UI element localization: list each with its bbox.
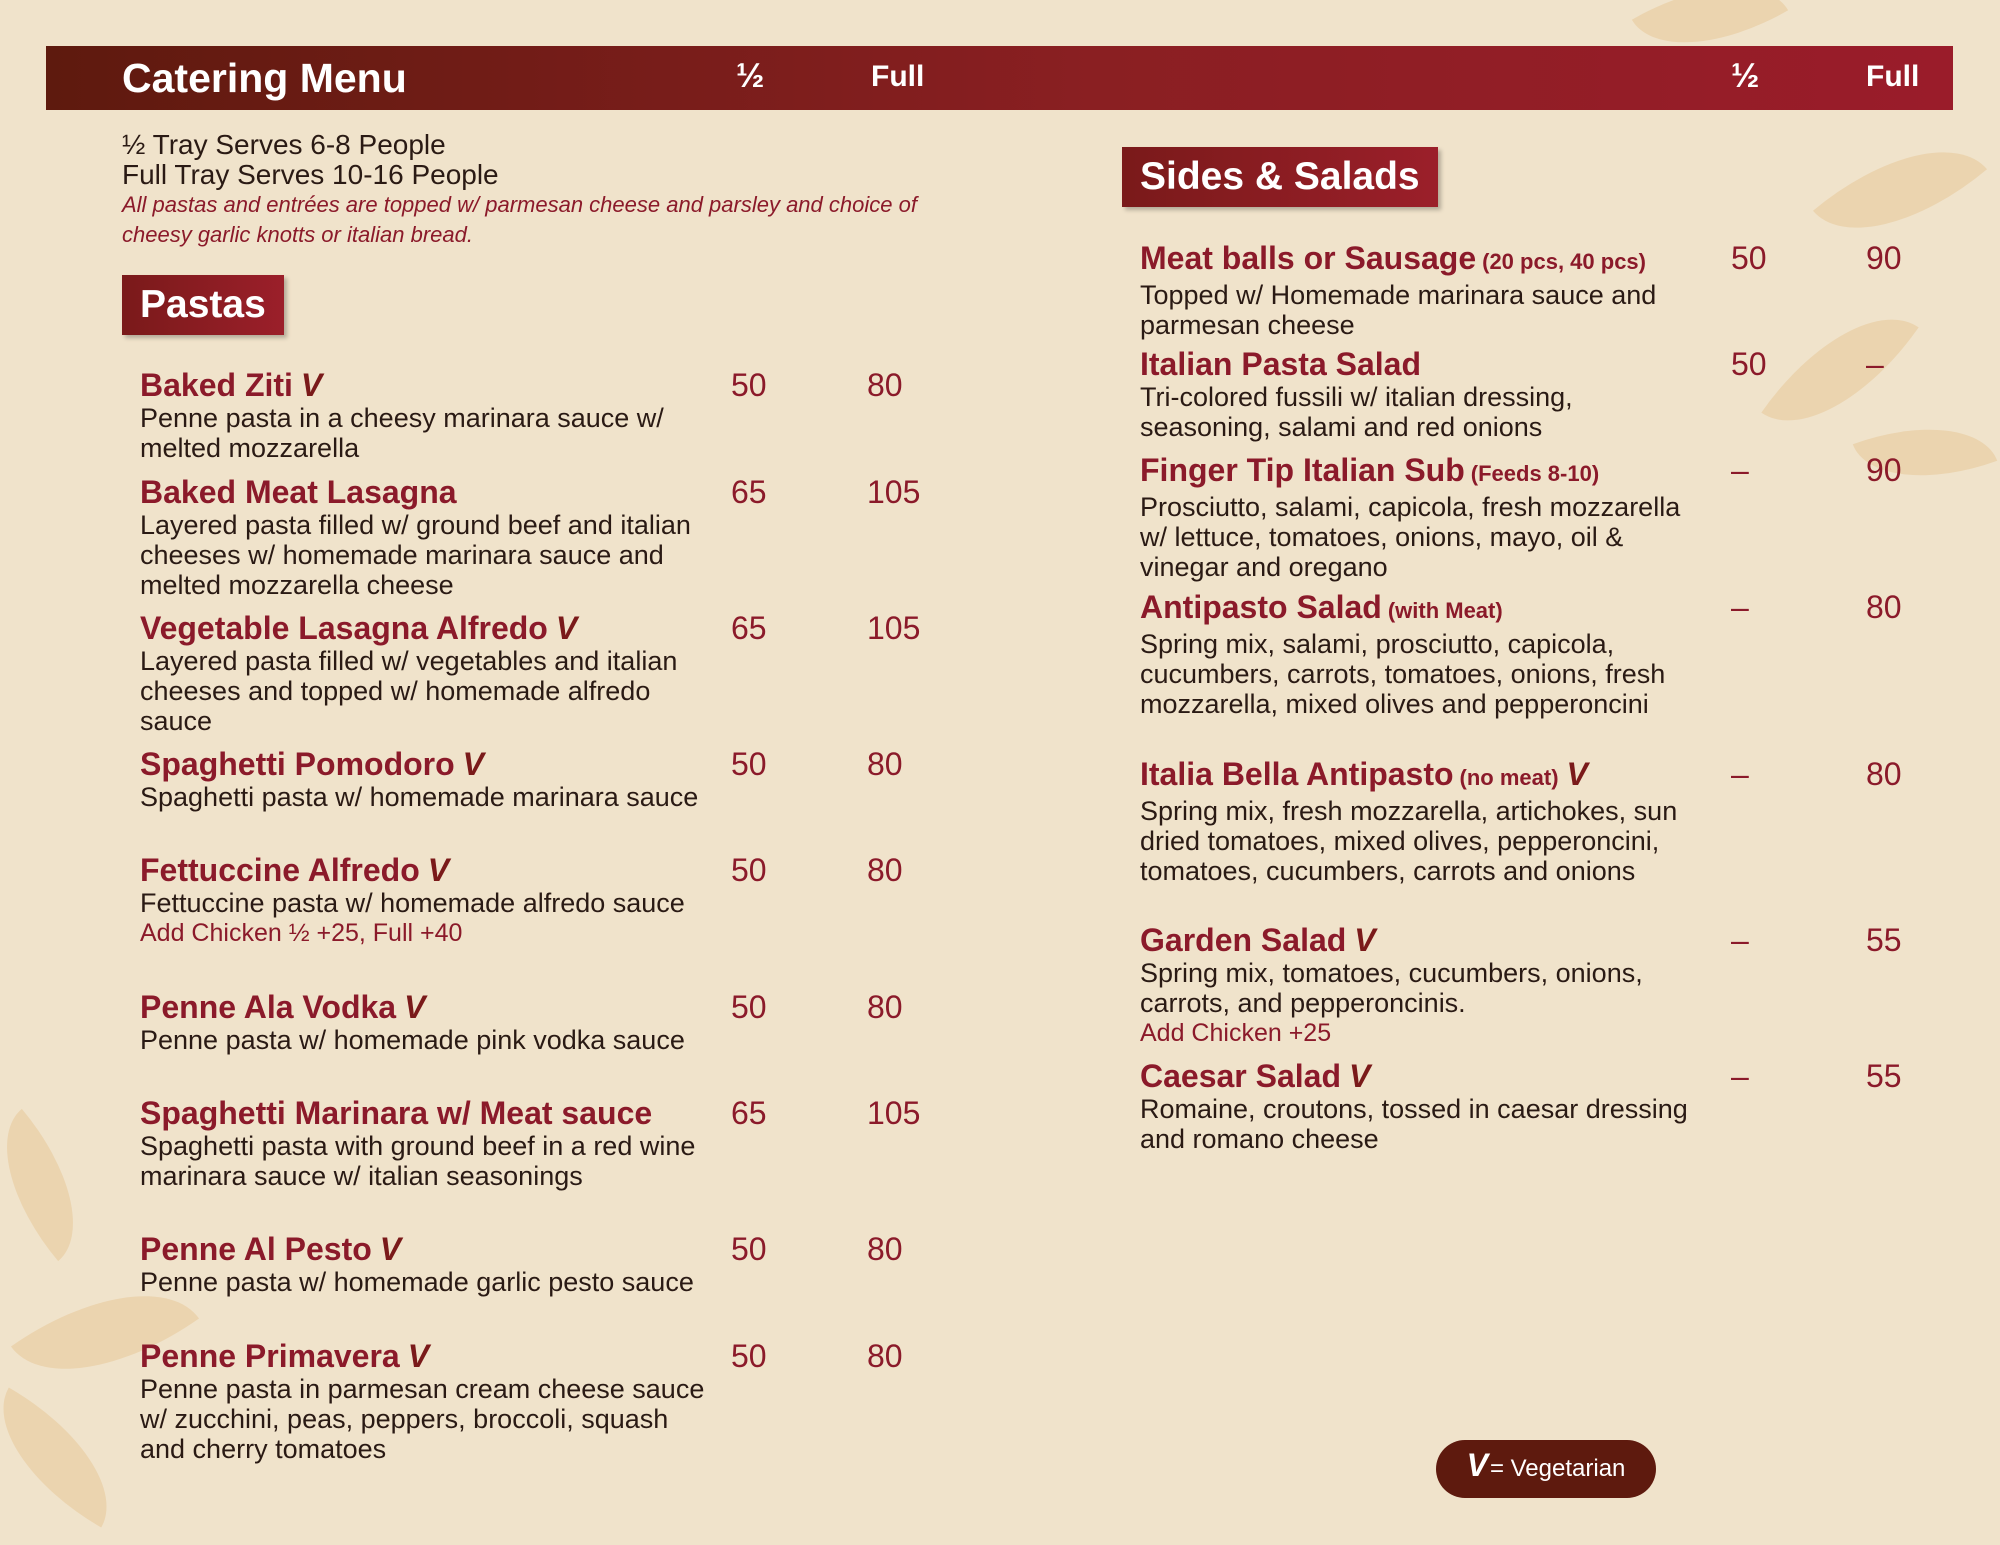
item-qualifier: (with Meat) [1387,598,1503,623]
item-name [1140,452,1700,492]
vegetarian-icon: V [1466,1447,1488,1483]
item-title: Penne Al Pesto [140,1231,372,1267]
menu-item [1140,922,1700,1048]
item-addon: Add Chicken ½ +25, Full +40 [140,919,463,947]
vegetarian-icon: V [1354,922,1376,958]
vegetarian-icon: V [379,1231,402,1267]
item-title: Antipasto Salad [1140,589,1382,625]
price-half: – [1731,922,1749,958]
item-title: Penne Primavera [140,1338,400,1374]
half-tray-info: ½ Tray Serves 6-8 People [122,129,446,160]
price-half: 50 [731,852,767,888]
item-name [140,852,720,888]
header-bar [46,46,1953,110]
pastas-section-title: Pastas [122,275,284,335]
price-full: 90 [1866,240,1902,276]
item-title: Baked Ziti [140,367,293,403]
item-description: Spring mix, tomatoes, cucumbers, onions, carrots, and pepperoncinis. [1140,958,1643,1018]
menu-item [140,746,720,812]
price-half: 50 [1731,346,1767,382]
item-title: Caesar Salad [1140,1058,1342,1094]
price-full: 80 [1866,756,1902,792]
menu-item [1140,240,1700,340]
item-name [140,610,720,646]
price-full: 105 [867,1095,921,1131]
price-full: 90 [1866,452,1902,488]
menu-item [1140,452,1700,582]
menu-item [1140,756,1700,886]
item-name [1140,922,1700,958]
menu-item [1140,346,1700,442]
item-addon: Add Chicken +25 [1140,1019,1332,1047]
price-half: – [1731,1058,1749,1094]
price-full: 80 [867,852,903,888]
item-description: Penne pasta w/ homemade garlic pesto sauce [140,1267,694,1297]
vegetarian-icon: V [407,1338,430,1374]
item-name [140,367,720,403]
menu-item [140,852,720,948]
price-full: – [1866,346,1884,382]
menu-item [1140,1058,1700,1154]
price-half: 50 [731,746,767,782]
price-full: 55 [1866,1058,1902,1094]
item-description: Fettuccine pasta w/ homemade alfredo sauce [140,888,685,918]
item-title: Baked Meat Lasagna [140,474,457,510]
page-title: Catering Menu [122,55,407,101]
vegetarian-icon: V [300,367,323,403]
price-full: 80 [867,1231,903,1267]
item-title: Penne Ala Vodka [140,989,397,1025]
item-title: Finger Tip Italian Sub [1140,452,1465,488]
menu-item [140,1095,720,1191]
item-qualifier: (no meat) [1459,765,1559,790]
price-half: 50 [731,1338,767,1374]
price-half: – [1731,589,1749,625]
item-description: Layered pasta filled w/ vegetables and italian cheeses and topped w/ homemade alfredo sauce [140,646,678,736]
price-half: 50 [1731,240,1767,276]
vegetarian-icon: V [462,746,484,782]
menu-item [140,1338,720,1464]
price-full: 80 [867,1338,903,1374]
legend-text: = Vegetarian [1489,1455,1626,1482]
vegetarian-icon: V [427,852,450,888]
full-tray-info: Full Tray Serves 10-16 People [122,159,499,190]
vegetarian-legend [1436,1440,1656,1498]
half-column-header-right: ½ [1731,57,1760,95]
price-half: 50 [731,989,767,1025]
item-title: Meat balls or Sausage [1140,240,1477,276]
menu-item [1140,589,1700,719]
full-column-header: Full [871,60,925,93]
menu-item [140,367,720,463]
item-description: Topped w/ Homemade marinara sauce and parmesan cheese [1140,280,1657,340]
item-name [1140,346,1700,382]
item-title: Fettuccine Alfredo [140,852,420,888]
vegetarian-icon: V [404,989,426,1025]
item-description: Spaghetti pasta w/ homemade marinara sauce [140,782,699,812]
price-half: 65 [731,1095,767,1131]
item-name [1140,240,1700,280]
price-full: 80 [1866,589,1902,625]
item-title: Garden Salad [1140,922,1347,958]
price-half: 50 [731,367,767,403]
vegetarian-icon: V [555,610,578,646]
item-name [140,1338,720,1374]
item-title: Vegetable Lasagna Alfredo [140,610,548,646]
item-description: Romaine, croutons, tossed in caesar dressing and romano cheese [1140,1094,1688,1154]
half-column-header: ½ [736,57,765,95]
menu-item [140,610,720,736]
item-qualifier: (20 pcs, 40 pcs) [1482,249,1646,274]
price-half: – [1731,452,1749,488]
vegetarian-icon: V [1566,756,1588,792]
price-half: 50 [731,1231,767,1267]
item-description: Spaghetti pasta with ground beef in a red wine marinara sauce w/ italian seasonings [140,1131,696,1191]
item-description: Prosciutto, salami, capicola, fresh mozzarella w/ lettuce, tomatoes, onions, mayo, oil & vinegar and oregano [1140,492,1681,582]
decorative-leaf [0,1109,112,1261]
item-description: Penne pasta in a cheesy marinara sauce w/ melted mozzarella [140,403,664,463]
decorative-leaf [0,1388,139,1528]
item-name [140,1095,720,1131]
item-description: Spring mix, salami, prosciutto, capicola, cucumbers, carrots, tomatoes, onions, fresh mozzarella, mixed olives and pepperoncini [1140,629,1666,719]
price-half: 65 [731,610,767,646]
item-name [1140,1058,1700,1094]
item-title: Spaghetti Marinara w/ Meat sauce [140,1095,653,1131]
item-qualifier: (Feeds 8-10) [1470,461,1600,486]
topping-note: All pastas and entrées are topped w/ parmesan cheese and parsley and choice of cheesy garlic knotts or italian bread. [122,192,917,247]
item-description: Layered pasta filled w/ ground beef and italian cheeses w/ homemade marinara sauce and melted mozzarella cheese [140,510,691,600]
item-name [140,474,720,510]
item-name [140,1231,720,1267]
price-full: 105 [867,474,921,510]
item-description: Penne pasta w/ homemade pink vodka sauce [140,1025,685,1055]
price-half: – [1731,756,1749,792]
item-name [140,746,720,782]
sides-section-title: Sides & Salads [1122,147,1438,207]
price-half: 65 [731,474,767,510]
item-description: Penne pasta in parmesan cream cheese sauce w/ zucchini, peas, peppers, broccoli, squash and cherry tomatoes [140,1374,705,1464]
menu-item [140,1231,720,1297]
item-name [140,989,720,1025]
item-name [1140,589,1700,629]
menu-item [140,989,720,1055]
item-description: Tri-colored fussili w/ italian dressing, seasoning, salami and red onions [1140,382,1573,442]
price-full: 80 [867,989,903,1025]
price-full: 105 [867,610,921,646]
price-full: 55 [1866,922,1902,958]
price-full: 80 [867,746,903,782]
price-full: 80 [867,367,903,403]
item-name [1140,756,1700,796]
item-description: Spring mix, fresh mozzarella, artichokes, sun dried tomatoes, mixed olives, pepperoncini, tomatoes, cucumbers, carrots and onions [1140,796,1678,886]
item-title: Italia Bella Antipasto [1140,756,1454,792]
menu-item [140,474,720,600]
vegetarian-icon: V [1349,1058,1371,1094]
full-column-header-right: Full [1866,60,1920,93]
serving-info [122,130,972,250]
item-title: Italian Pasta Salad [1140,346,1422,382]
item-title: Spaghetti Pomodoro [140,746,455,782]
